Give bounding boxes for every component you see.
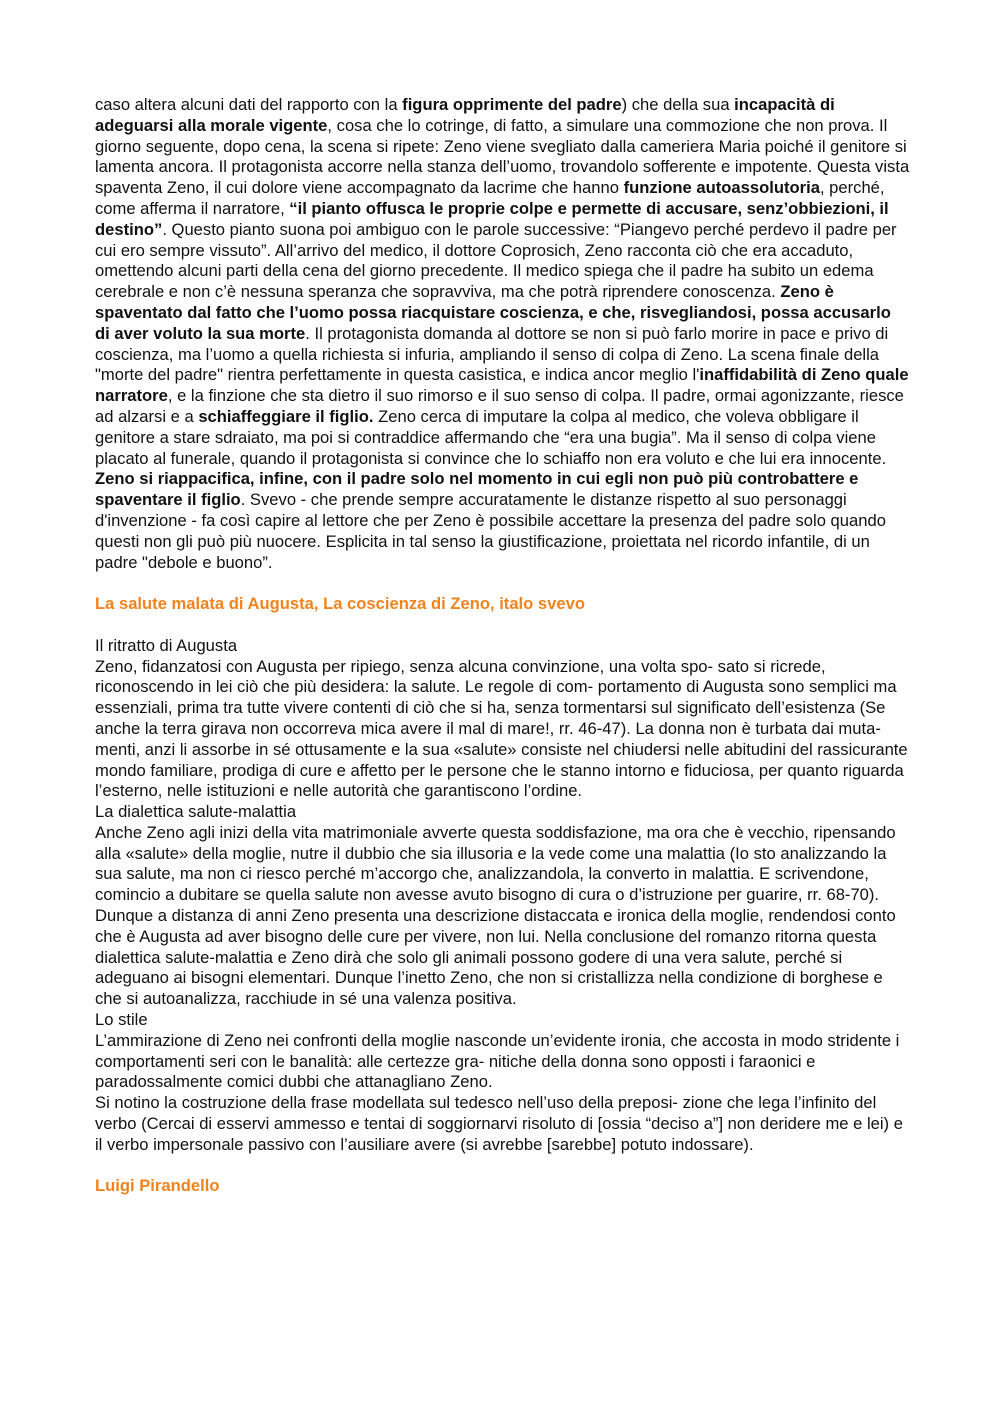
section-line: Anche Zeno agli inizi della vita matrimoniale avverte questa soddisfazione, ma ora che è vecchio, ripensando alla «salute» della moglie, nutre il dubbio che sia illusoria e la vede come una malattia (Io sto analizzando la sua salute, ma non ci riesco perché m’accorgo che, analizzandola, la converto in malattia. E scrivendone, comincio a dubitare se quella salute non avesse avuto bisogno di cura o d’istruzione per guarire, rr. 68-70). Dunque a distanza di anni Zeno presenta una descrizione distaccata e ironica della moglie, rendendosi conto che è Augusta ad aver bisogno delle cure per vivere, non lui. Nella conclusione del romanzo ritorna questa dialettica salute-malattia e Zeno dirà che solo gli animali possono godere di una vera salute, perché si adeguano ai bisogni elementari. Dunque l’inetto Zeno, che non si cristallizza nella condizione di borghese e che si autoanalizza, racchiude in sé una valenza positiva. [95,822,896,1009]
text-segment: , e la finzione che sta dietro il suo rimorso e il suo senso di colpa. Il padre, ormai agonizzante, riesce ad alzarsi e a [95,386,904,426]
bold-text-segment: Zeno si riappacifica, infine, con il padre solo nel momento in cui egli non può più controbattere e spaventare il figlio [95,469,859,510]
intro-paragraph [95,95,910,573]
bold-text-segment: figura opprimente del padre [402,95,622,114]
text-segment: Zeno cerca di imputare la colpa al medico, che voleva obbligare il genitore a stare sdraiato, ma poi si contraddice affermando che “era una bugia”. Ma il senso di colpa viene placato al funerale, quando il protagonista si convince che lo schiaffo non era voluto e che lui era innocente. [95,406,887,468]
section-line: La dialettica salute-malattia [95,802,297,822]
text-segment: caso altera alcuni dati del rapporto con la [95,95,403,114]
section-line: L’ammirazione di Zeno nei confronti della moglie nasconde un’evidente ironia, che accosta in modo stridente i comportamenti seri con le banalità: alle certezze gra- nitiche della donna sono opposti i faraonici e paradossalmente comici dubbi che attanagliano Zeno. [95,1030,900,1092]
document-page [95,95,910,1218]
bold-text-segment: funzione autoassolutoria [623,178,820,198]
section-line: Zeno, fidanzatosi con Augusta per ripiego, senza alcuna convinzione, una volta spo- sato si ricrede, riconoscendo in lei ciò che più desidera: la salute. Le regole di com- portamento di Augusta sono semplici ma essenziali, prima tra tutte vivere contenti di ciò che si ha, senza tormentarsi sul significato dell’esistenza (Se anche la terra girava non occorreva mica avere il mal di mare!, rr. 46-47). La donna non è turbata dai muta- menti, anzi li assorbe in sé ottusamente e la sua «salute» consiste nel chiudersi nelle abitudini del rassicurante mondo familiare, prodiga di cure e affetto per le persone che le stanno intorno e fiduciosa, per quanto riguarda l’esterno, nelle istituzioni e nelle autorità che garantiscono l’ordine. [95,656,908,801]
text-segment: , cosa che lo cotringe, di fatto, a simulare una commozione che non prova. Il giorno seguente, dopo cena, la scena si ripete: Zeno viene svegliato dalla cameriera Maria poiché il genitore si lamenta ancora. Il protagonista accorre nella stanza dell’uomo, trovandolo sofferente e impotente. Questa vista spaventa Zeno, il cui dolore viene accompagnato da lacrime che hanno [95,115,910,198]
bold-text-segment: incapacità di adeguarsi alla morale vigente [95,95,835,135]
text-segment: ) che della sua [621,95,735,114]
text-segment: . Il protagonista domanda al dottore se non si può farlo morire in pace e privo di coscienza, ma l’uomo a quella richiesta si infuria, ampliando il senso di colpa di Zeno. La scena finale della "morte del padre" rientra perfettamente in questa casistica, e indica ancor meglio l' [95,323,889,385]
text-segment: . Svevo - che prende sempre accuratamente le distanze rispetto al suo personaggi d'invenzione - fa così capire al lettore che per Zeno è possibile accettare la presenza del padre solo quando questi non gli può più nuocere. Esplicita in tal senso la giustificazione, proiettata nel ricordo infantile, di un padre "debole e buono”. [95,490,886,572]
bold-text-segment: Zeno è spaventato dal fatto che l’uomo possa riacquistare coscienza, e che, risvegliandosi, possa accusarlo di aver voluto la sua morte [95,282,891,343]
section-heading-pirandello: Luigi Pirandello [95,1176,220,1196]
section-line: Il ritratto di Augusta [95,635,238,655]
bold-text-segment: inaffidabilità di Zeno quale narratore [95,365,909,406]
section-heading-augusta: La salute malata di Augusta, La coscienza di Zeno, italo svevo [95,594,585,614]
text-segment: , perché, come afferma il narratore, [95,178,885,218]
bold-text-segment: “il pianto offusca le proprie colpe e permette di accusare, senz’obbiezioni, il destino” [95,198,889,239]
text-segment: . Questo pianto suona poi ambiguo con le parole successive: “Piangevo perché perdevo il padre per cui ero sempre vissuto”. All’arrivo del medico, il dottore Coprosich, Zeno racconta ciò che era accaduto, omettendo alcuni parti della cena del giorno precedente. Il medico spiega che il padre ha subito un edema cerebrale e non c’è nessuna speranza che sopravviva, ma che potrà riprendere conoscenza. [95,219,897,302]
section-line: Si notino la costruzione della frase modellata sul tedesco nell’uso della preposi- zione che lega l’infinito del verbo (Cercai di esservi ammesso e tentai di soggiornarvi risoluto di [ossia “deciso a”] non deridere me e lei) e il verbo impersonale passivo con l’ausiliare avere (si avrebbe [sarebbe] potuto indossare). [95,1093,903,1154]
section-line: Lo stile [95,1010,148,1030]
bold-text-segment: schiaffeggiare il figlio. [198,406,374,426]
